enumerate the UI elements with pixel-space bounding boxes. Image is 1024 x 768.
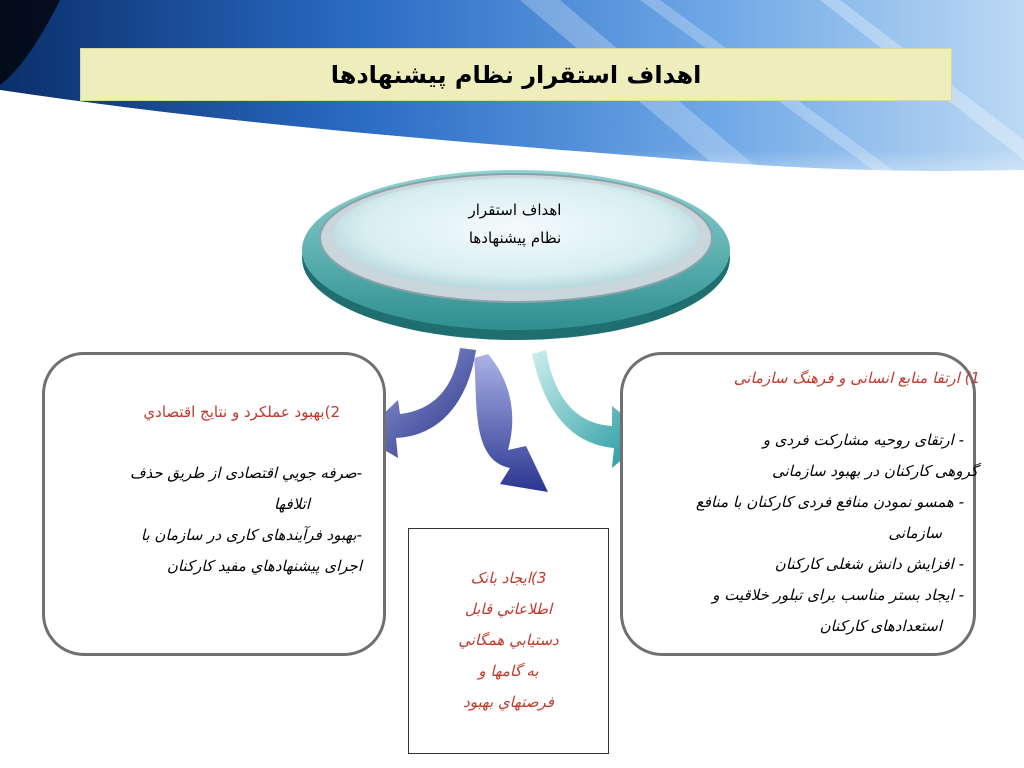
left-goal-heading: 2)بهبود عملکرد و نتايج اقتصادي [143, 403, 340, 421]
left-goal-line: اتلافها [274, 495, 310, 513]
center-label-line-2: نظام پیشنهادها [468, 229, 562, 247]
middle-goal-text [412, 563, 605, 718]
right-goal-line: گروهی کارکنان در بهبود سازمانی [772, 462, 978, 480]
right-goal-line: - ايجاد بستر مناسب برای تبلور خلاقيت و [712, 586, 964, 604]
right-goal-line: - افزايش دانش شغلی کارکنان [774, 555, 964, 573]
left-goal-line: اجرای پیشنهادهاي مفيد کارکنان [166, 557, 362, 575]
right-goal-line: - همسو نمودن منافع فردی کارکنان با منافع [695, 493, 964, 511]
right-goal-heading: 1) ارتقا منابع انسانی و فرهنگ سازمانی [733, 369, 980, 387]
right-goal-line: استعدادهای کارکنان [819, 617, 942, 635]
page-title: اهداف استقرار نظام پیشنهادها [80, 48, 952, 101]
right-goal-body [640, 425, 978, 642]
right-goal-line: سازمانی [888, 524, 942, 542]
middle-goal-line: اطلاعاتي قابل [464, 600, 553, 618]
center-label-line-1: اهداف استقرار [468, 201, 562, 219]
middle-goal-line: 3)ایجاد بانک [470, 569, 547, 587]
left-goal-line: -صرفه جويي اقتصادی از طريق حذف [129, 464, 362, 482]
center-label [400, 196, 630, 252]
arrow-down [474, 354, 548, 492]
center-ellipse [298, 160, 734, 346]
middle-goal-line: فرصتهاي بهبود [463, 693, 554, 711]
middle-goal-line: به گامها و [478, 662, 539, 680]
middle-goal-line: دستيابي همگاني [458, 631, 559, 649]
right-goal-line: - ارتقای روحيه مشارکت فردی و [762, 431, 964, 449]
arrows-group [350, 340, 660, 510]
left-goal-line: -بهبود فرآيندهای کاری در سازمان با [140, 526, 362, 544]
left-goal-body [80, 458, 362, 582]
